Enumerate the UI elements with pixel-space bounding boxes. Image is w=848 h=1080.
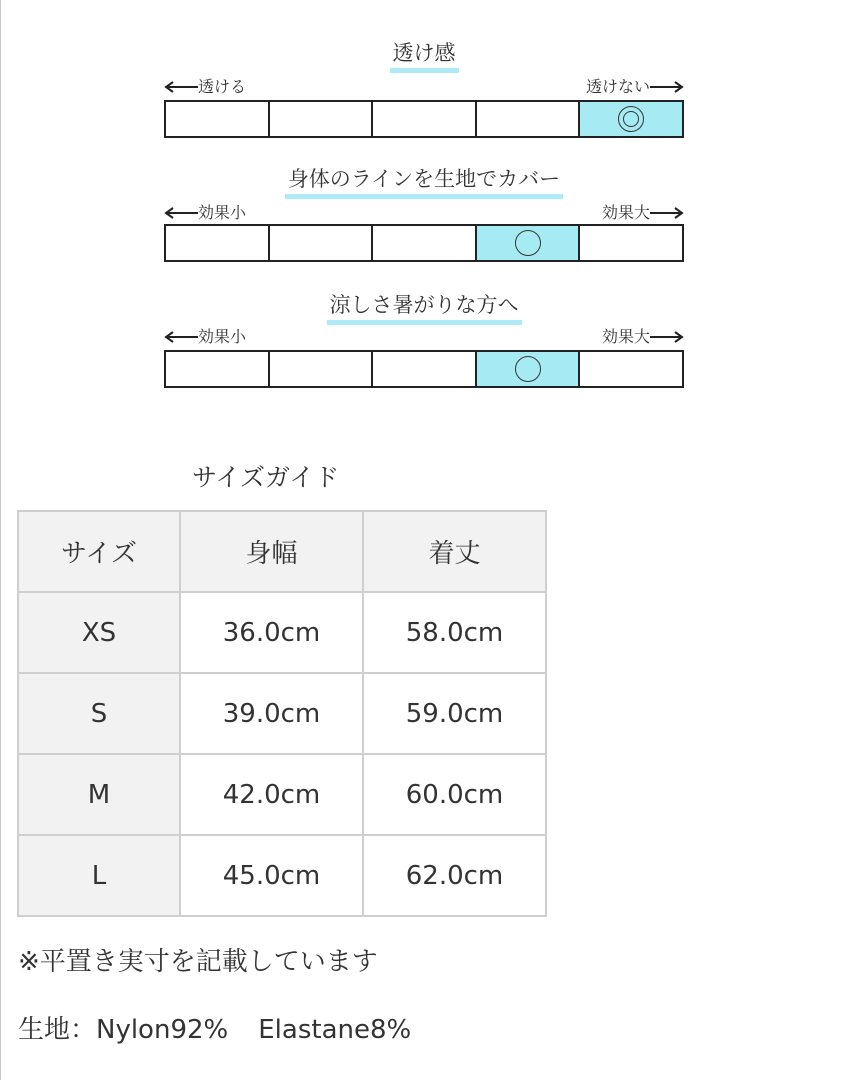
- scale-cell: [166, 226, 270, 260]
- left-arrow-icon: [164, 81, 198, 93]
- scale-cell: [373, 102, 477, 136]
- scale-bar: [164, 100, 684, 138]
- scale-right-label: 効果大: [602, 203, 684, 223]
- scale-coolness: [164, 292, 684, 392]
- length-cell: 62.0cm: [363, 835, 546, 916]
- scale-left-label: 効果小: [164, 327, 246, 347]
- scale-cell: [166, 352, 270, 386]
- width-cell: 42.0cm: [180, 754, 363, 835]
- header-size: サイズ: [18, 511, 180, 592]
- table-row: [18, 673, 546, 754]
- width-cell: 39.0cm: [180, 673, 363, 754]
- scale-title: 涼しさ暑がりな方へ: [164, 292, 684, 322]
- fabric-extra: Elastane8%: [258, 1015, 412, 1045]
- size-cell: L: [18, 835, 180, 916]
- scale-cell: [166, 102, 270, 136]
- right-arrow-icon: [650, 331, 684, 343]
- width-cell: 45.0cm: [180, 835, 363, 916]
- length-cell: 59.0cm: [363, 673, 546, 754]
- fabric-label: 生地：Nylon92%: [18, 1015, 229, 1045]
- double-circle-mark-icon: [618, 106, 644, 132]
- header-length: 着丈: [363, 511, 546, 592]
- table-header-row: [18, 511, 546, 592]
- left-arrow-icon: [164, 331, 198, 343]
- scale-cell-selected: [477, 226, 581, 260]
- size-cell: M: [18, 754, 180, 835]
- table-row: [18, 754, 546, 835]
- header-width: 身幅: [180, 511, 363, 592]
- scale-title: 透け感: [164, 40, 684, 70]
- scale-title: 身体のラインを生地でカバー: [164, 166, 684, 196]
- scale-right-label: 効果大: [602, 327, 684, 347]
- scale-cell: [373, 226, 477, 260]
- right-arrow-icon: [650, 81, 684, 93]
- measurement-note: ※平置き実寸を記載しています: [18, 947, 378, 977]
- left-arrow-icon: [164, 207, 198, 219]
- circle-mark-icon: [515, 230, 541, 256]
- circle-mark-icon: [515, 356, 541, 382]
- scale-body-cover: [164, 166, 684, 266]
- scale-right-label: 透けない: [586, 77, 684, 97]
- scale-bar: [164, 224, 684, 262]
- table-row: [18, 835, 546, 916]
- scale-cell-selected: [580, 102, 682, 136]
- table-row: [18, 592, 546, 673]
- length-cell: 60.0cm: [363, 754, 546, 835]
- size-cell: XS: [18, 592, 180, 673]
- scale-sheerness: [164, 40, 684, 140]
- size-cell: S: [18, 673, 180, 754]
- scale-cell: [373, 352, 477, 386]
- scale-cell: [580, 226, 682, 260]
- length-cell: 58.0cm: [363, 592, 546, 673]
- scale-cell: [270, 102, 374, 136]
- scale-cell-selected: [477, 352, 581, 386]
- left-edge-divider: [0, 0, 1, 1080]
- scale-cell: [270, 226, 374, 260]
- scale-cell: [580, 352, 682, 386]
- right-arrow-icon: [650, 207, 684, 219]
- scale-left-label: 効果小: [164, 203, 246, 223]
- width-cell: 36.0cm: [180, 592, 363, 673]
- scale-left-label: 透ける: [164, 77, 246, 97]
- scale-bar: [164, 350, 684, 388]
- scale-cell: [477, 102, 581, 136]
- size-table: [17, 510, 547, 917]
- fabric-composition: [18, 1010, 411, 1050]
- scale-cell: [270, 352, 374, 386]
- size-guide-title: サイズガイド: [192, 463, 340, 492]
